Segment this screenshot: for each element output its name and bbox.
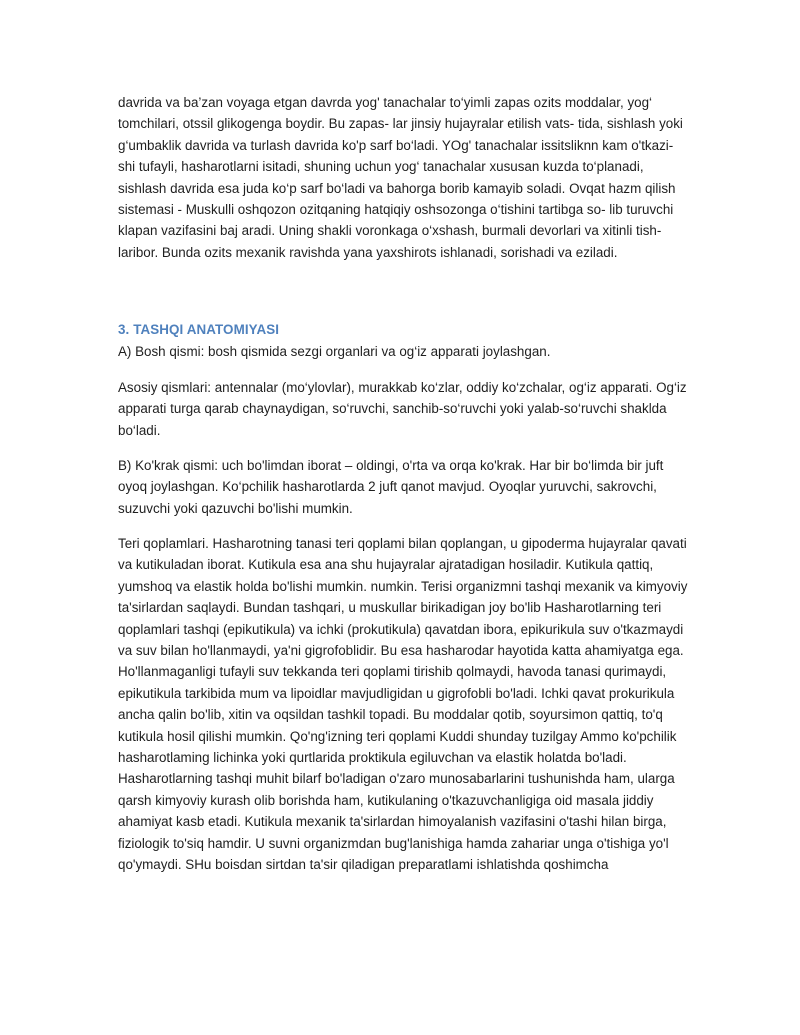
- intro-paragraph: davrida va ba’zan voyaga etgan davrda yog' tanachalar to‘yimli zapas ozits moddalar, yog‘ tomchilari, otssil glikogenga boydir. Bu zapas- lar jinsiy hujayralar etilish vats- tida, sishlash yoki g‘umbaklik davrida va turlash davrida ko'p sarf bo‘ladi. YOg' tanachalar issitsliknn kam o'tkazi- shi tufayli, hasharotlarni isitadi, shuning uchun yog‘ tanachalar xususan kuzda to‘planadi, sishlash davrida esa juda ko‘p sarf bo‘ladi va bahorga borib kamayib soladi. Ovqat hazm qilish sistemasi - Muskulli oshqozon ozitqaning hatqiqiy oshsozonga o‘tishini tartibga so- lib turuvchi klapan vazifasini baj aradi. Uning shakli voronkaga o‘xshash, burmali devorlari va xitinli tish- laribor. Bunda ozits mexanik ravishda yana yaxshirots ishlanadi, sorishadi va eziladi.: [118, 95, 683, 260]
- parts-paragraph: Asosiy qismlari: antennalar (mo‘ylovlar), murakkab ko‘zlar, oddiy ko‘zchalar, og‘iz apparati. Og‘iz apparati turga qarab chaynaydigan, so‘ruvchi, sanchib-so‘ruvchi yoki yalab-so‘ruvchi shaklda bo‘ladi.: [118, 380, 687, 438]
- head-paragraph: A) Bosh qismi: bosh qismida sezgi organlari va og‘iz apparati joylashgan.: [118, 344, 551, 359]
- skin-paragraph: Teri qoplamlari. Hasharotning tanasi teri qoplami bilan qoplangan, u gipoderma hujayralar qavati va kutikuladan iborat. Kutikula esa ana shu hujayralar ajratadigan hosiladir. Kutikula qattiq, yumshoq va elastik holda bo'lishi mumkin. numkin. Terisi organizmni tashqi mexanik va kimyoviy ta'sirlardan saqlaydi. Bundan tashqari, u muskullar birikadigan joy bo'lib Hasharotlarning teri qoplamlari tashqi (epikutikula) va ichki (prokutikula) qavatdan ibora, epikurikula suv o'tkazmaydi va suv bilan ho'llanmaydi, ya'ni gigrofoblidir. Bu esa hasharodar hayotida katta ahamiyatga ega. Ho'llanmaganligi tufayli suv tekkanda teri qoplami tirishib qolmaydi, havoda tanasi qurimaydi, epikutikula tarkibida mum va lipoidlar mavjudligidan u gigrofobli bo'ladi. Ichki qavat prokurikula ancha qalin bo'lib, xitin va oqsildan tashkil topadi. Bu moddalar qotib, soyursimon qattiq, to'q kutikula hosil qilishi mumkin. Qo'ng'izning teri qoplami Kuddi shunday tuzilgay Ammo ko'pchilik hasharotlaming lichinka yoki qurtlarida proktikula egiluvchan va elastik holatda bo'ladi. Hasharotlarning tashqi muhit bilarf bo'ladigan o'zaro munosabarlarini tushunishda ham, ularga qarsh kimyoviy kurash olib borishda ham, kutikulaning o'tkazuvchanligiga oid masala jiddiy ahamiyat kasb etadi. Kutikula mexanik ta'sirlardan himoyalanish vazifasini o'tashi hilan birga, fiziologik to'siq hamdir. U suvni organizmdan bug'lanishiga hamda zahariar unga o'tishiga yo'l qo'ymaydi. SHu boisdan sirtdan ta'sir qiladigan preparatlami ishlatishda qoshimcha: [118, 536, 688, 873]
- thorax-paragraph: B) Ko'krak qismi: uch bo'limdan iborat – oldingi, o'rta va orqa ko'krak. Har bir bo‘limda bir juft oyoq joylashgan. Ko‘pchilik hasharotlarda 2 juft qanot mavjud. Oyoqlar yuruvchi, sakrovchi, suzuvchi yoki qazuvchi bo'lishi mumkin.: [118, 458, 664, 516]
- section-heading: 3. TASHQI ANATOMIYASI: [118, 322, 280, 337]
